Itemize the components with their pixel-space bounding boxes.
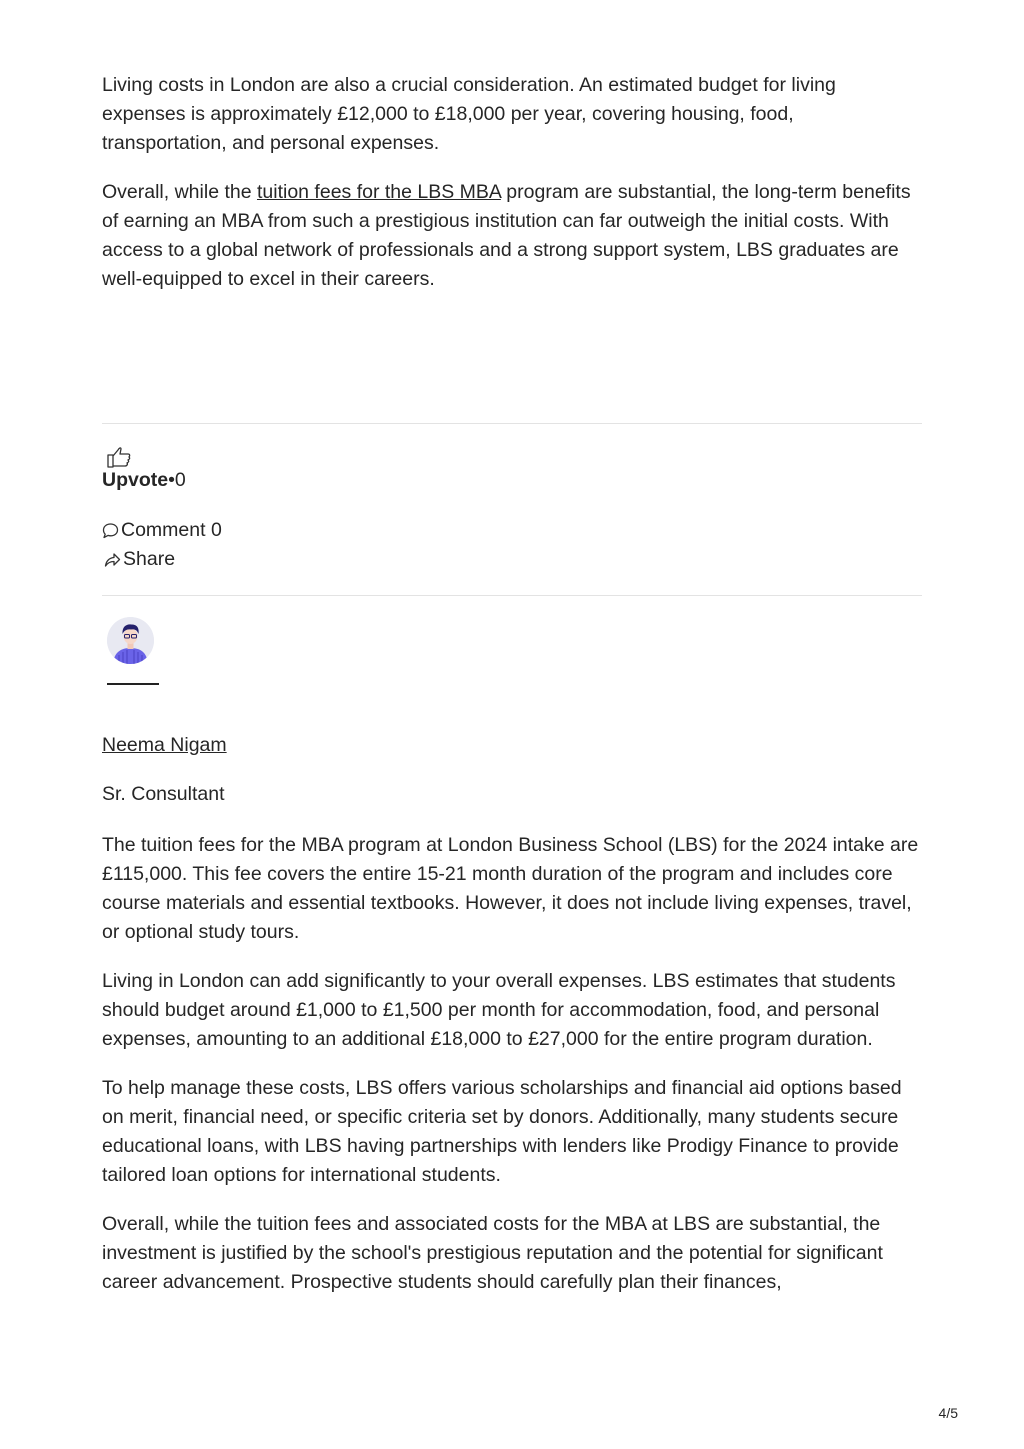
paragraph-overall-end: program are substantial, the long-term benefits of earning an MBA from such a prestigious institution can far outweigh the initial costs. With access to a global network of professionals and a strong support system, LBS graduates are well-equipped to excel in their careers. bbox=[102, 181, 911, 290]
comment-label: Comment 0 bbox=[121, 519, 222, 541]
share-arrow-icon bbox=[104, 551, 121, 568]
upvote-count: 0 bbox=[174, 469, 186, 491]
author-role: Sr. Consultant bbox=[102, 783, 225, 805]
comment-bubble-icon bbox=[102, 522, 119, 539]
answer-paragraph: Overall, while the tuition fees and associated costs for the MBA at LBS are substantial, the investment is justified by the school's prestigious reputation and the potential for significant career advancement. Prospective students should carefully plan their finances, bbox=[102, 1213, 883, 1293]
upvote-separator: • bbox=[168, 469, 175, 491]
share-label: Share bbox=[123, 548, 176, 570]
answer-paragraph: To help manage these costs, LBS offers various scholarships and financial aid options based on merit, financial need, or specific criteria set by donors. Additionally, many students secure educational loans, with LBS having partnerships with lenders like Prodigy Finance to provide tailored loan options for international students. bbox=[102, 1077, 902, 1186]
article-body bbox=[102, 71, 922, 314]
user-avatar-icon bbox=[107, 617, 154, 664]
paragraph-overall bbox=[102, 178, 922, 294]
author-name-link[interactable]: Neema Nigam bbox=[102, 734, 227, 756]
upvote-label: Upvote bbox=[102, 469, 169, 491]
share-button[interactable] bbox=[102, 545, 175, 574]
avatar[interactable] bbox=[107, 617, 154, 664]
answer-body bbox=[102, 831, 922, 1317]
divider-bottom bbox=[102, 595, 922, 596]
answer-paragraph: Living in London can add significantly to your overall expenses. LBS estimates that students should budget around £1,000 to £1,500 per month for accommodation, food, and personal expenses, amounting to an additional £18,000 to £27,000 for the entire program duration. bbox=[102, 970, 896, 1050]
upvote-button[interactable] bbox=[102, 466, 186, 495]
paragraph-overall-start: Overall, while the bbox=[102, 181, 257, 203]
divider-top bbox=[102, 423, 922, 424]
tuition-fees-link[interactable]: tuition fees for the LBS MBA bbox=[256, 181, 501, 203]
answer-paragraph: The tuition fees for the MBA program at London Business School (LBS) for the 2024 intake are £115,000. This fee covers the entire 15-21 month duration of the program and includes core course materials and essential textbooks. However, it does not include living expenses, travel, or optional study tours. bbox=[102, 834, 919, 943]
paragraph-living-costs: Living costs in London are also a crucial consideration. An estimated budget for living expenses is approximately £12,000 to £18,000 per year, covering housing, food, transportation, and personal expenses. bbox=[102, 74, 836, 154]
page-number: 4/5 bbox=[938, 1405, 958, 1421]
comment-button[interactable] bbox=[102, 516, 222, 545]
avatar-underline bbox=[107, 683, 159, 685]
